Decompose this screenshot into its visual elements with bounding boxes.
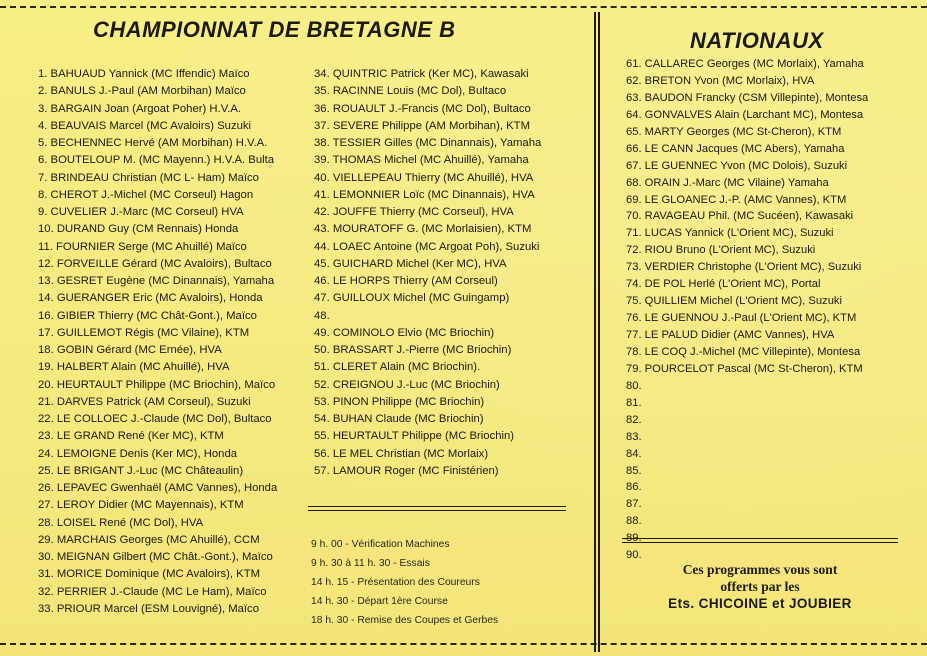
rider-entry: 76. LE GUENNOU J.-Paul (L'Orient MC), KTM [626,312,857,325]
rider-entry: 25. LE BRIGANT J.-Luc (MC Châteaulin) [38,464,244,477]
rider-entry: 67. LE GUENNEC Yvon (MC Dolois), Suzuki [626,159,848,172]
rider-entry: 68. ORAIN J.-Marc (MC Vilaine) Yamaha [626,176,829,189]
nationaux-title: NATIONAUX [690,28,824,53]
rider-entry: 79. POURCELOT Pascal (MC St-Cheron), KTM [626,362,863,375]
rider-entry: 8. CHEROT J.-Michel (MC Corseul) Hagon [38,188,254,201]
rider-entry: 74. DE POL Herlé (L'Orient MC), Portal [626,278,821,291]
rider-entry: 6. BOUTELOUP M. (MC Mayenn.) H.V.A. Bulta [38,154,275,167]
sponsor-line-1: Ces programmes vous sont [682,562,838,577]
rider-entry: 63. BAUDON Francky (CSM Villepinte), Montesa [626,91,869,104]
rider-entry: 20. HEURTAULT Philippe (MC Briochin), Maïco [38,378,276,391]
rider-entry: 42. JOUFFE Thierry (MC Corseul), HVA [314,206,514,218]
schedule-item: 18 h. 30 - Remise des Coupes et Gerbes [311,615,499,626]
rider-entry: 69. LE GLOANEC J.-P. (AMC Vannes), KTM [626,193,847,206]
rider-entry: 23. LE GRAND René (Ker MC), KTM [38,430,224,443]
rider-entry: 18. GOBIN Gérard (MC Ernée), HVA [38,344,222,356]
rider-entry: 77. LE PALUD Didier (AMC Vannes), HVA [626,329,835,341]
championnat-title: CHAMPIONNAT DE BRETAGNE B [93,17,456,42]
rider-entry: 56. LE MEL Christian (MC Morlaix) [314,447,489,460]
rider-entry: 62. BRETON Yvon (MC Morlaix), HVA [626,74,815,87]
rider-entry: 52. CREIGNOU J.-Luc (MC Briochin) [314,378,500,391]
rider-entry: 80. [626,379,642,392]
bretagne-list-part-1 [38,66,277,618]
rider-entry: 70. RAVAGEAU Phil. (MC Sucéen), Kawasaki [626,210,854,223]
rider-entry: 39. THOMAS Michel (MC Ahuillé), Yamaha [314,154,529,167]
rider-entry: 78. LE COQ J.-Michel (MC Villepinte), Montesa [626,345,861,358]
rider-entry: 48. [314,309,330,322]
rider-entry: 3. BARGAIN Joan (Argoat Poher) H.V.A. [38,102,242,115]
column-divider [594,12,600,652]
sponsor-notice [622,561,898,612]
rider-entry: 44. LOAEC Antoine (MC Argoat Poh), Suzuki [314,240,540,253]
rider-entry: 53. PINON Philippe (MC Briochin) [314,395,485,408]
rider-entry: 34. QUINTRIC Patrick (Ker MC), Kawasaki [314,68,529,80]
rider-entry: 17. GUILLEMOT Régis (MC Vilaine), KTM [38,326,250,339]
rider-entry: 75. QUILLIEM Michel (L'Orient MC), Suzuki [626,295,843,308]
race-schedule [311,535,498,630]
rider-entry: 38. TESSIER Gilles (MC Dinannais), Yamaha [314,137,542,149]
rider-entry: 83. [626,430,642,443]
rider-entry: 19. HALBERT Alain (MC Ahuillé), HVA [38,361,230,374]
rider-entry: 66. LE CANN Jacques (MC Abers), Yamaha [626,142,845,155]
schedule-item: 14 h. 30 - Départ 1ère Course [311,596,448,607]
rider-entry: 32. PERRIER J.-Claude (MC Le Ham), Maïco [38,585,267,598]
rider-entry: 9. CUVELIER J.-Marc (MC Corseul) HVA [38,206,244,218]
rider-entry: 11. FOURNIER Serge (MC Ahuillé) Maïco [38,240,247,253]
rider-entry: 37. SEVERE Philippe (AM Morbihan), KTM [314,119,530,132]
rider-entry: 54. BUHAN Claude (MC Briochin) [314,413,484,425]
rider-entry: 71. LUCAS Yannick (L'Orient MC), Suzuki [626,227,834,240]
rider-entry: 87. [626,498,642,511]
separator-line [622,538,898,539]
rider-entry: 33. PRIOUR Marcel (ESM Louvigné), Maïco [38,602,259,615]
rider-entry: 16. GIBIER Thierry (MC Chât-Gont.), Maïco [38,309,257,322]
rider-entry: 4. BEAUVAIS Marcel (MC Avaloirs) Suzuki [38,119,252,132]
rider-entry: 35. RACINNE Louis (MC Dol), Bultaco [314,85,507,98]
rider-entry: 82. [626,413,642,426]
rider-entry: 57. LAMOUR Roger (MC Finistérien) [314,464,499,477]
separator-line [308,506,566,507]
rider-entry: 61. CALLAREC Georges (MC Morlaix), Yamaha [626,58,864,70]
rider-entry: 26. LEPAVEC Gwenhaël (AMC Vannes), Honda [38,482,278,494]
schedule-item: 9 h. 30 à 11 h. 30 - Essais [311,558,430,569]
sponsor-line-2: offerts par les [720,579,800,594]
rider-entry: 49. COMINOLO Elvio (MC Briochin) [314,326,495,339]
rider-entry: 86. [626,481,642,494]
rider-entry: 88. [626,515,642,528]
rider-entry: 46. LE HORPS Thierry (AM Corseul) [314,275,498,287]
rider-entry: 24. LEMOIGNE Denis (Ker MC), Honda [38,447,238,460]
rider-entry: 28. LOISEL René (MC Dol), HVA [38,516,204,529]
rider-entry: 89. [626,532,642,545]
rider-entry: 31. MORICE Dominique (MC Avaloirs), KTM [38,568,261,581]
rider-entry: 40. VIELLEPEAU Thierry (MC Ahuillé), HVA [314,171,534,184]
rider-entry: 30. MEIGNAN Gilbert (MC Chât.-Gont.), Maïco [38,551,273,563]
separator-line [308,510,566,511]
schedule-item: 9 h. 00 - Vérification Machines [311,539,450,550]
schedule-item: 14 h. 15 - Présentation des Coureurs [311,577,480,588]
bottom-dashed-border [0,643,927,645]
rider-entry: 90. [626,549,642,562]
rider-entry: 14. GUERANGER Eric (MC Avaloirs), Honda [38,292,263,305]
separator-line [622,542,898,543]
sponsor-name: Ets. CHICOINE et JOUBIER [668,596,852,611]
rider-entry: 51. CLERET Alain (MC Briochin). [314,361,481,374]
rider-entry: 64. GONVALVES Alain (Larchant MC), Montesa [626,108,864,121]
bretagne-list-part-2 [314,66,541,480]
rider-entry: 43. MOURATOFF G. (MC Morlaisien), KTM [314,223,532,236]
rider-entry: 72. RIOU Bruno (L'Orient MC), Suzuki [626,244,816,257]
rider-entry: 41. LEMONNIER Loïc (MC Dinannais), HVA [314,188,535,201]
rider-entry: 12. FORVEILLE Gérard (MC Avaloirs), Bultaco [38,257,272,270]
rider-entry: 10. DURAND Guy (CM Rennais) Honda [38,223,239,236]
rider-entry: 55. HEURTAULT Philippe (MC Briochin) [314,430,515,443]
rider-entry: 50. BRASSART J.-Pierre (MC Briochin) [314,344,512,356]
nationaux-list [626,56,868,564]
rider-entry: 81. [626,396,642,409]
rider-entry: 7. BRINDEAU Christian (MC L- Ham) Maïco [38,171,259,184]
top-dashed-border [0,6,927,8]
rider-entry: 84. [626,447,642,460]
rider-entry: 1. BAHUAUD Yannick (MC Iffendic) Maïco [38,68,250,80]
rider-entry: 22. LE COLLOEC J.-Claude (MC Dol), Bultaco [38,413,272,425]
rider-entry: 29. MARCHAIS Georges (MC Ahuillé), CCM [38,533,260,546]
rider-entry: 45. GUICHARD Michel (Ker MC), HVA [314,257,507,270]
rider-entry: 27. LEROY Didier (MC Mayennais), KTM [38,499,244,512]
rider-entry: 36. ROUAULT J.-Francis (MC Dol), Bultaco [314,102,531,115]
rider-entry: 65. MARTY Georges (MC St-Cheron), KTM [626,125,842,138]
rider-entry: 13. GESRET Eugène (MC Dinannais), Yamaha [38,275,275,287]
rider-entry: 5. BECHENNEC Hervé (AM Morbihan) H.V.A. [38,137,268,149]
rider-entry: 47. GUILLOUX Michel (MC Guingamp) [314,292,510,305]
rider-entry: 85. [626,464,642,477]
rider-entry: 73. VERDIER Christophe (L'Orient MC), Suzuki [626,261,862,274]
rider-entry: 2. BANULS J.-Paul (AM Morbihan) Maïco [38,85,246,98]
rider-entry: 21. DARVES Patrick (AM Corseul), Suzuki [38,395,251,408]
